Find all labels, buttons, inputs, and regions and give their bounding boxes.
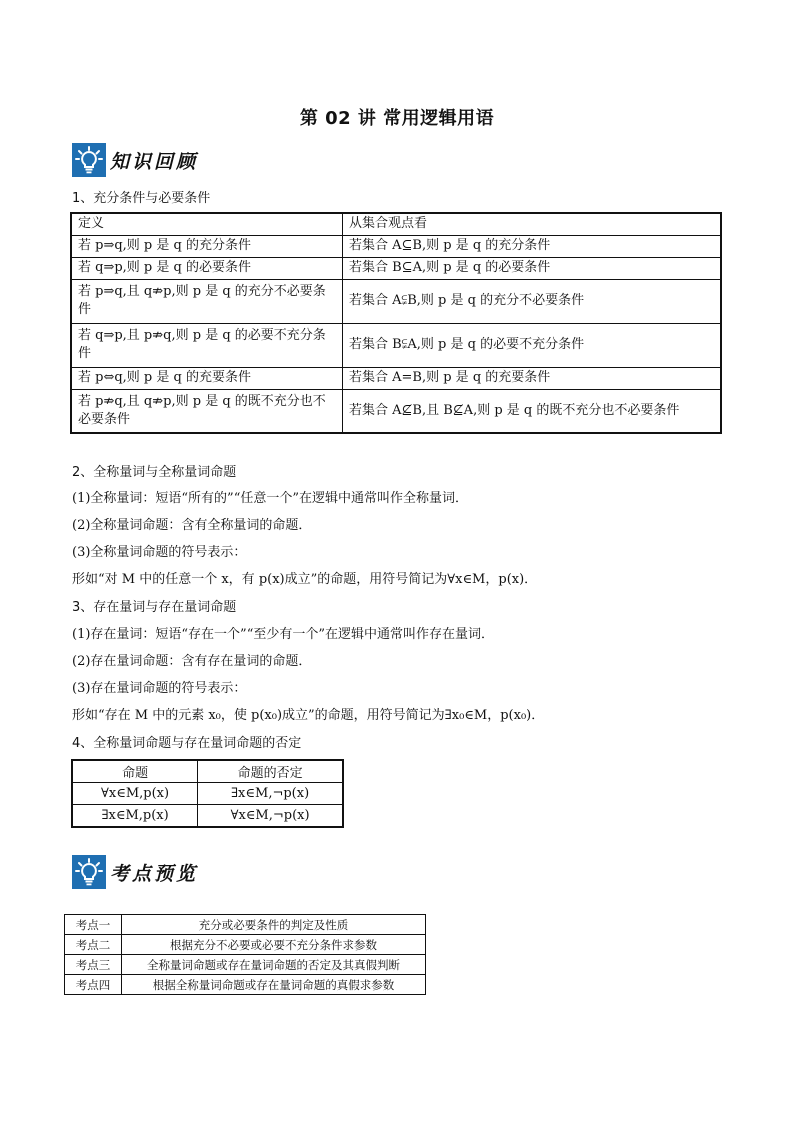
table-cell: 若 p⇒q,且 q⇏p,则 p 是 q 的充分不必要条件 — [71, 279, 343, 323]
table-row — [71, 323, 721, 367]
table-cell: 考点二 — [65, 935, 122, 955]
table-cell: 若 q⇒p,且 p⇏q,则 p 是 q 的必要不充分条件 — [71, 323, 343, 367]
section-heading: 2、全称量词与全称量词命题 — [72, 465, 237, 480]
paragraph-line: (2)存在量词命题：含有存在量词的命题． — [72, 654, 312, 669]
table-header-row — [71, 213, 721, 235]
paragraph-line: (1)全称量词：短语“所有的”“任意一个”在逻辑中通常叫作全称量词． — [72, 491, 468, 506]
table-cell: 若 q⇒p,则 p 是 q 的必要条件 — [71, 257, 343, 279]
table-row — [72, 783, 343, 805]
table-cell: ∀x∈M,¬p(x) — [198, 805, 343, 828]
table-cell: 考点一 — [65, 915, 122, 935]
table-cell: 考点三 — [65, 955, 122, 975]
table-row — [71, 235, 721, 257]
table-cell: ∀x∈M,p(x) — [72, 783, 198, 805]
paragraph-line: 形如“对 M 中的任意一个 x，有 p(x)成立”的命题，用符号简记为∀x∈M，p(x)． — [72, 572, 538, 587]
section-heading: 1、充分条件与必要条件 — [72, 191, 211, 206]
table-cell: ∃x∈M,¬p(x) — [198, 783, 343, 805]
banner-title: 知识回顾 — [110, 150, 199, 173]
table-row — [71, 389, 721, 433]
table-row — [71, 279, 721, 323]
paragraph-line: (2)全称量词命题：含有全称量词的命题． — [72, 518, 312, 533]
table-cell: 充分或必要条件的判定及性质 — [122, 915, 426, 935]
paragraph-line: (1)存在量词：短语“存在一个”“至少有一个”在逻辑中通常叫作存在量词． — [72, 627, 494, 642]
table-cell: 若集合 A⫋B,则 p 是 q 的充分不必要条件 — [343, 279, 722, 323]
section-banner-preview — [72, 854, 198, 890]
table-cell: 考点四 — [65, 975, 122, 995]
table-row — [65, 935, 426, 955]
table-cell: 根据充分不必要或必要不充分条件求参数 — [122, 935, 426, 955]
table-cell: 全称量词命题或存在量词命题的否定及其真假判断 — [122, 955, 426, 975]
table-header-cell: 命题的否定 — [198, 760, 343, 783]
table-header-cell: 定义 — [71, 213, 343, 235]
table-cell: 若 p⇔q,则 p 是 q 的充要条件 — [71, 367, 343, 389]
lightbulb-icon — [72, 855, 106, 889]
table-cell: 若集合 A⊈B,且 B⊈A,则 p 是 q 的既不充分也不必要条件 — [343, 389, 722, 433]
page-title: 第 02 讲 常用逻辑用语 — [299, 108, 495, 129]
paragraph-line: (3)全称量词命题的符号表示： — [72, 545, 247, 560]
table-row — [71, 257, 721, 279]
section-banner-review — [72, 142, 198, 178]
table-cell: 若集合 B⫋A,则 p 是 q 的必要不充分条件 — [343, 323, 722, 367]
table-cell: ∃x∈M,p(x) — [72, 805, 198, 828]
lightbulb-icon — [72, 143, 106, 177]
exam-points-table — [64, 914, 426, 995]
negation-table — [71, 759, 344, 828]
table-row — [65, 955, 426, 975]
paragraph-line: 形如“存在 M 中的元素 x₀，使 p(x₀)成立”的命题，用符号简记为∃x₀∈M，p(x₀)． — [72, 708, 545, 723]
section-heading: 4、全称量词命题与存在量词命题的否定 — [72, 736, 302, 751]
table-header-cell: 命题 — [72, 760, 198, 783]
table-cell: 若集合 A=B,则 p 是 q 的充要条件 — [343, 367, 722, 389]
table-header-row — [72, 760, 343, 783]
conditions-table — [70, 212, 722, 434]
table-cell: 若集合 A⊆B,则 p 是 q 的充分条件 — [343, 235, 722, 257]
table-header-cell: 从集合观点看 — [343, 213, 722, 235]
paragraph-line: (3)存在量词命题的符号表示： — [72, 681, 247, 696]
table-cell: 根据全称量词命题或存在量词命题的真假求参数 — [122, 975, 426, 995]
table-row — [65, 915, 426, 935]
table-row — [65, 975, 426, 995]
table-cell: 若集合 B⊆A,则 p 是 q 的必要条件 — [343, 257, 722, 279]
table-cell: 若 p⇏q,且 q⇏p,则 p 是 q 的既不充分也不必要条件 — [71, 389, 343, 433]
table-row — [71, 367, 721, 389]
section-heading: 3、存在量词与存在量词命题 — [72, 600, 237, 615]
table-row — [72, 805, 343, 828]
banner-title: 考点预览 — [110, 862, 199, 885]
table-cell: 若 p⇒q,则 p 是 q 的充分条件 — [71, 235, 343, 257]
